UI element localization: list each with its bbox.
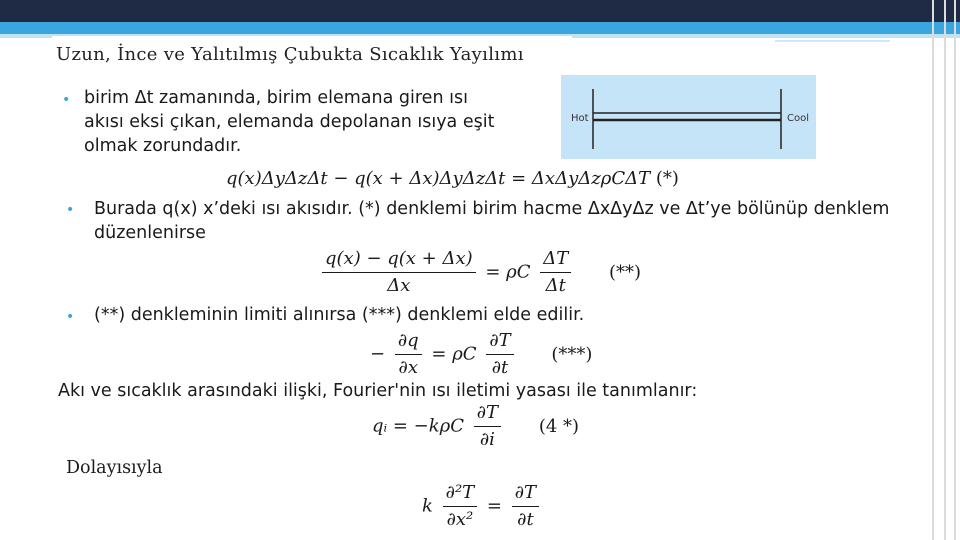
equation-3-den: ∂x (398, 357, 418, 378)
equation-4-rden: ∂i (479, 429, 495, 450)
bullet-marker: • (66, 202, 75, 218)
equation-2-rnum: ΔT (540, 246, 571, 273)
corner-line (775, 40, 890, 42)
equation-2-fraction-right (540, 246, 571, 299)
equation-3-rden: ∂t (491, 357, 509, 378)
equation-5-rnum: ∂T (512, 480, 539, 507)
equation-2-den: Δx (387, 275, 411, 296)
equation-3-rnum: ∂T (486, 328, 513, 355)
equation-3-fraction-right (486, 328, 513, 381)
equation-5-mid: = (486, 495, 503, 517)
equation-3-tag: (***) (551, 343, 593, 365)
equation-4-tag: (4 *) (538, 415, 580, 437)
equation-3-mid: = ρC (431, 343, 477, 365)
fourier-text: Akı ve sıcaklık arasındaki ilişki, Fourier'nin ısı iletimi yasası ile tanımlanır: (58, 381, 698, 401)
equation-2-fraction-left (322, 246, 476, 299)
bullet-2-text: Burada q(x) x’deki ısı akısıdır. (*) denklemi birim hacme ΔxΔyΔz ve Δt’ye bölünüp denklem düzenlenirse (94, 199, 890, 243)
cool-label: Cool (787, 113, 809, 124)
bullet-marker: • (66, 309, 75, 325)
equation-3-num: ∂q (395, 328, 422, 355)
equation-5-lden: ∂x² (446, 509, 474, 530)
equation-1-body: q(x)ΔyΔzΔt − q(x + Δx)ΔyΔzΔt = ΔxΔyΔzρCΔT (226, 168, 651, 189)
equation-3-fraction-left (395, 328, 422, 381)
equation-2-num: q(x) − q(x + Δx) (322, 246, 476, 273)
equation-3 (370, 328, 592, 381)
equation-5-fraction-right (512, 480, 539, 533)
dolayisiyla-text: Dolayısıyla (66, 458, 163, 478)
right-stripe-1 (932, 0, 934, 540)
top-bar (0, 0, 960, 22)
slide-title: Uzun, İnce ve Yalıtılmış Çubukta Sıcaklık Yayılımı (56, 44, 524, 65)
equation-2-mid: = ρC (485, 261, 531, 283)
bullet-1-text: birim Δt zamanında, birim elemana giren ısı akısı eksi çıkan, elemanda depolanan ısıya eşit olmak zorundadır. (84, 88, 495, 156)
equation-5-fraction-left (443, 480, 478, 533)
equation-4-rnum: ∂T (474, 400, 501, 427)
equation-1 (226, 168, 679, 189)
bullet-3-text: (**) denkleminin limiti alınırsa (***) denklemi elde edilir. (94, 305, 585, 325)
top-accent-bar (0, 22, 960, 34)
equation-5-rden: ∂t (517, 509, 534, 530)
rod-diagram (561, 75, 816, 159)
rod-diagram-svg (561, 75, 816, 159)
equation-4-lhs: qᵢ = −kρC (372, 415, 465, 437)
equation-1-tag: (*) (655, 168, 679, 189)
equation-2-tag: (**) (609, 261, 642, 283)
equation-5 (422, 480, 543, 533)
right-stripe-2 (944, 0, 946, 540)
equation-2 (318, 246, 641, 299)
equation-4 (372, 400, 579, 453)
bullet-marker: • (62, 92, 71, 108)
hot-label: Hot (571, 113, 589, 124)
equation-4-fraction (474, 400, 501, 453)
equation-2-rden: Δt (545, 275, 566, 296)
right-stripe-3 (954, 0, 956, 540)
equation-3-pre: − (370, 343, 386, 365)
equation-5-lnum: ∂²T (443, 480, 478, 507)
equation-5-k: k (422, 495, 433, 517)
